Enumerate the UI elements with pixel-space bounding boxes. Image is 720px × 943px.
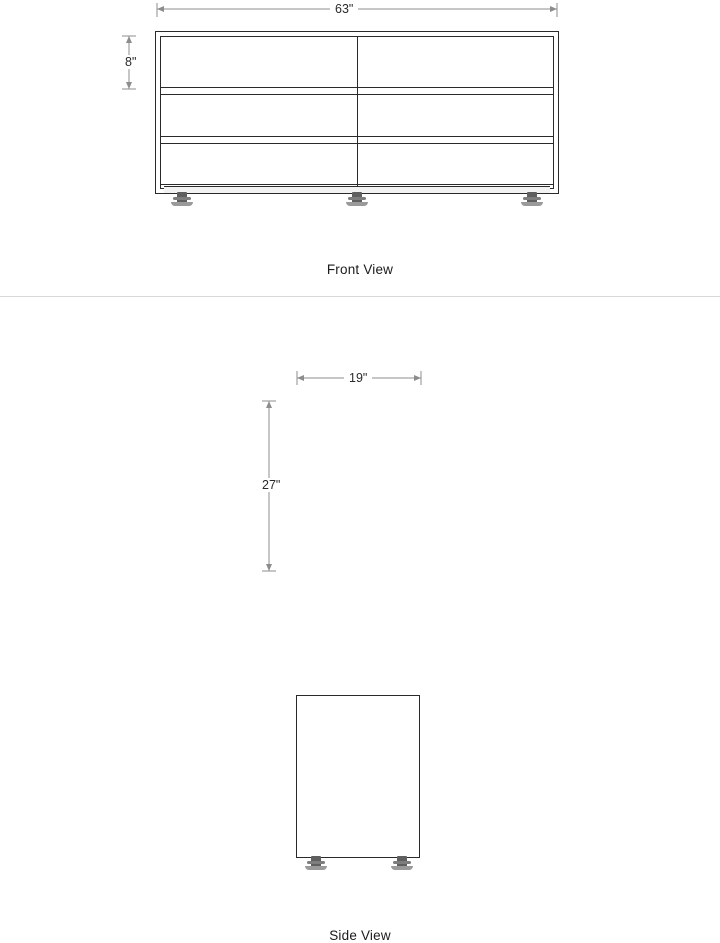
cabinet-foot — [391, 856, 413, 870]
front-view-drawing — [155, 31, 559, 194]
side-view-drawing — [296, 695, 420, 858]
cabinet-foot — [346, 192, 368, 206]
side-panel-outline — [296, 695, 420, 858]
dimension-label-front-width: 63" — [330, 2, 358, 16]
front-view-caption: Front View — [326, 262, 394, 277]
cabinet-foot — [171, 192, 193, 206]
dimension-label-side-height: 27" — [257, 478, 285, 492]
front-view-panel — [0, 0, 720, 296]
cabinet-outline — [155, 31, 559, 194]
dimension-label-side-width: 19" — [344, 371, 372, 385]
side-view-panel — [0, 296, 720, 943]
center-split-line — [357, 36, 358, 189]
dimension-label-drawer-height: 8" — [120, 55, 141, 69]
side-view-caption: Side View — [329, 928, 391, 943]
cabinet-foot — [305, 856, 327, 870]
cabinet-foot — [521, 192, 543, 206]
